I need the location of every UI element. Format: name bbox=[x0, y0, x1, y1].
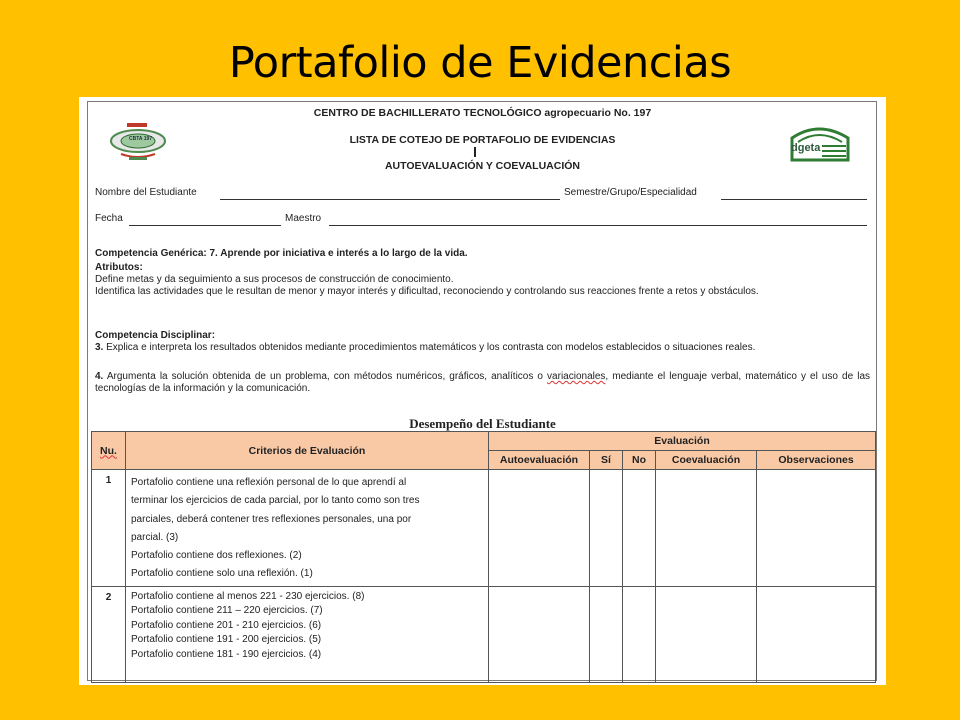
dgeta-logo: dgeta bbox=[786, 124, 852, 164]
school-name: CENTRO DE BACHILLERATO TECNOLÓGICO agropecuario No. 197 bbox=[313, 107, 652, 119]
slide-title: Portafolio de Evidencias bbox=[228, 38, 732, 88]
header-peer: Coevaluación bbox=[656, 451, 757, 470]
attributes-label: Atributos: bbox=[95, 262, 143, 273]
teacher-line bbox=[329, 225, 867, 226]
header-evaluation: Evaluación bbox=[489, 432, 876, 451]
cell-no bbox=[623, 586, 656, 682]
text-cursor bbox=[474, 147, 476, 157]
header-self: Autoevaluación bbox=[489, 451, 590, 470]
attribute-2: Identifica las actividades que le resultan de menor y mayor interés y dificultad, reconociendo y controlando sus reacciones frente a retos y obstáculos. bbox=[95, 286, 759, 297]
eval-type-title: AUTOEVALUACIÓN Y COEVALUACIÓN bbox=[384, 160, 581, 172]
student-name-line bbox=[220, 199, 560, 200]
table-header-row bbox=[92, 432, 876, 451]
date-line bbox=[129, 225, 281, 226]
semester-label: Semestre/Grupo/Especialidad bbox=[564, 187, 697, 198]
row-number: 2 bbox=[92, 586, 126, 682]
cell-self bbox=[489, 586, 590, 682]
disciplinary-label: Competencia Disciplinar: bbox=[95, 330, 216, 341]
row-criteria: Portafolio contiene una reflexión personal de lo que aprendí al terminar los ejercicios de cada parcial, por lo tanto como son tres parciales, deberá contener tres reflexiones personales, una por parcial. (3) Portafolio contiene dos reflexiones. (2) Portafolio contiene solo una reflexión. (1) bbox=[126, 470, 489, 587]
date-label: Fecha bbox=[95, 213, 123, 224]
table-row bbox=[92, 470, 876, 587]
header-yes: Sí bbox=[590, 451, 623, 470]
header-no: No bbox=[623, 451, 656, 470]
semester-line bbox=[721, 199, 867, 200]
row-number: 1 bbox=[92, 470, 126, 587]
document-image bbox=[79, 97, 886, 685]
table-row bbox=[92, 586, 876, 682]
student-name-label: Nombre del Estudiante bbox=[95, 187, 197, 198]
cell-obs bbox=[757, 470, 876, 587]
header-obs: Observaciones bbox=[757, 451, 876, 470]
disciplinary-3: 3. Explica e interpreta los resultados obtenidos mediante procedimientos matemáticos y los contrasta con modelos establecidos o situaciones reales. bbox=[95, 342, 756, 353]
cell-no bbox=[623, 470, 656, 587]
cell-self bbox=[489, 470, 590, 587]
teacher-label: Maestro bbox=[285, 213, 322, 224]
attribute-1: Define metas y da seguimiento a sus procesos de construcción de conocimiento. bbox=[95, 274, 454, 285]
evaluation-table bbox=[91, 431, 876, 683]
row-criteria: Portafolio contiene al menos 221 - 230 ejercicios. (8) Portafolio contiene 211 – 220 ejercicios. (7) Portafolio contiene 201 - 210 ejercicios. (6) Portafolio contiene 191 - 200 ejercicios. (5) Portafolio contiene 181 - 190 ejercicios. (4) bbox=[126, 586, 489, 682]
header-nu: Nu. bbox=[92, 432, 126, 470]
performance-title: Desempeño del Estudiante bbox=[409, 416, 556, 431]
school-logo: CBTA 197 bbox=[107, 122, 169, 164]
generic-competence: Competencia Genérica: 7. Aprende por iniciativa e interés a lo largo de la vida. bbox=[95, 248, 468, 259]
cell-yes bbox=[590, 470, 623, 587]
disciplinary-4: 4. Argumenta la solución obtenida de un problema, con métodos numéricos, gráficos, analíticos o variacionales, mediante el lenguaje verbal, matemático y el uso de las tecnologías de la información y la comunicación. bbox=[95, 371, 871, 394]
cell-peer bbox=[656, 470, 757, 587]
list-title: LISTA DE COTEJO DE PORTAFOLIO DE EVIDENCIAS bbox=[349, 134, 616, 146]
header-criteria: Criterios de Evaluación bbox=[126, 432, 489, 470]
cell-yes bbox=[590, 586, 623, 682]
cell-obs bbox=[757, 586, 876, 682]
cell-peer bbox=[656, 586, 757, 682]
